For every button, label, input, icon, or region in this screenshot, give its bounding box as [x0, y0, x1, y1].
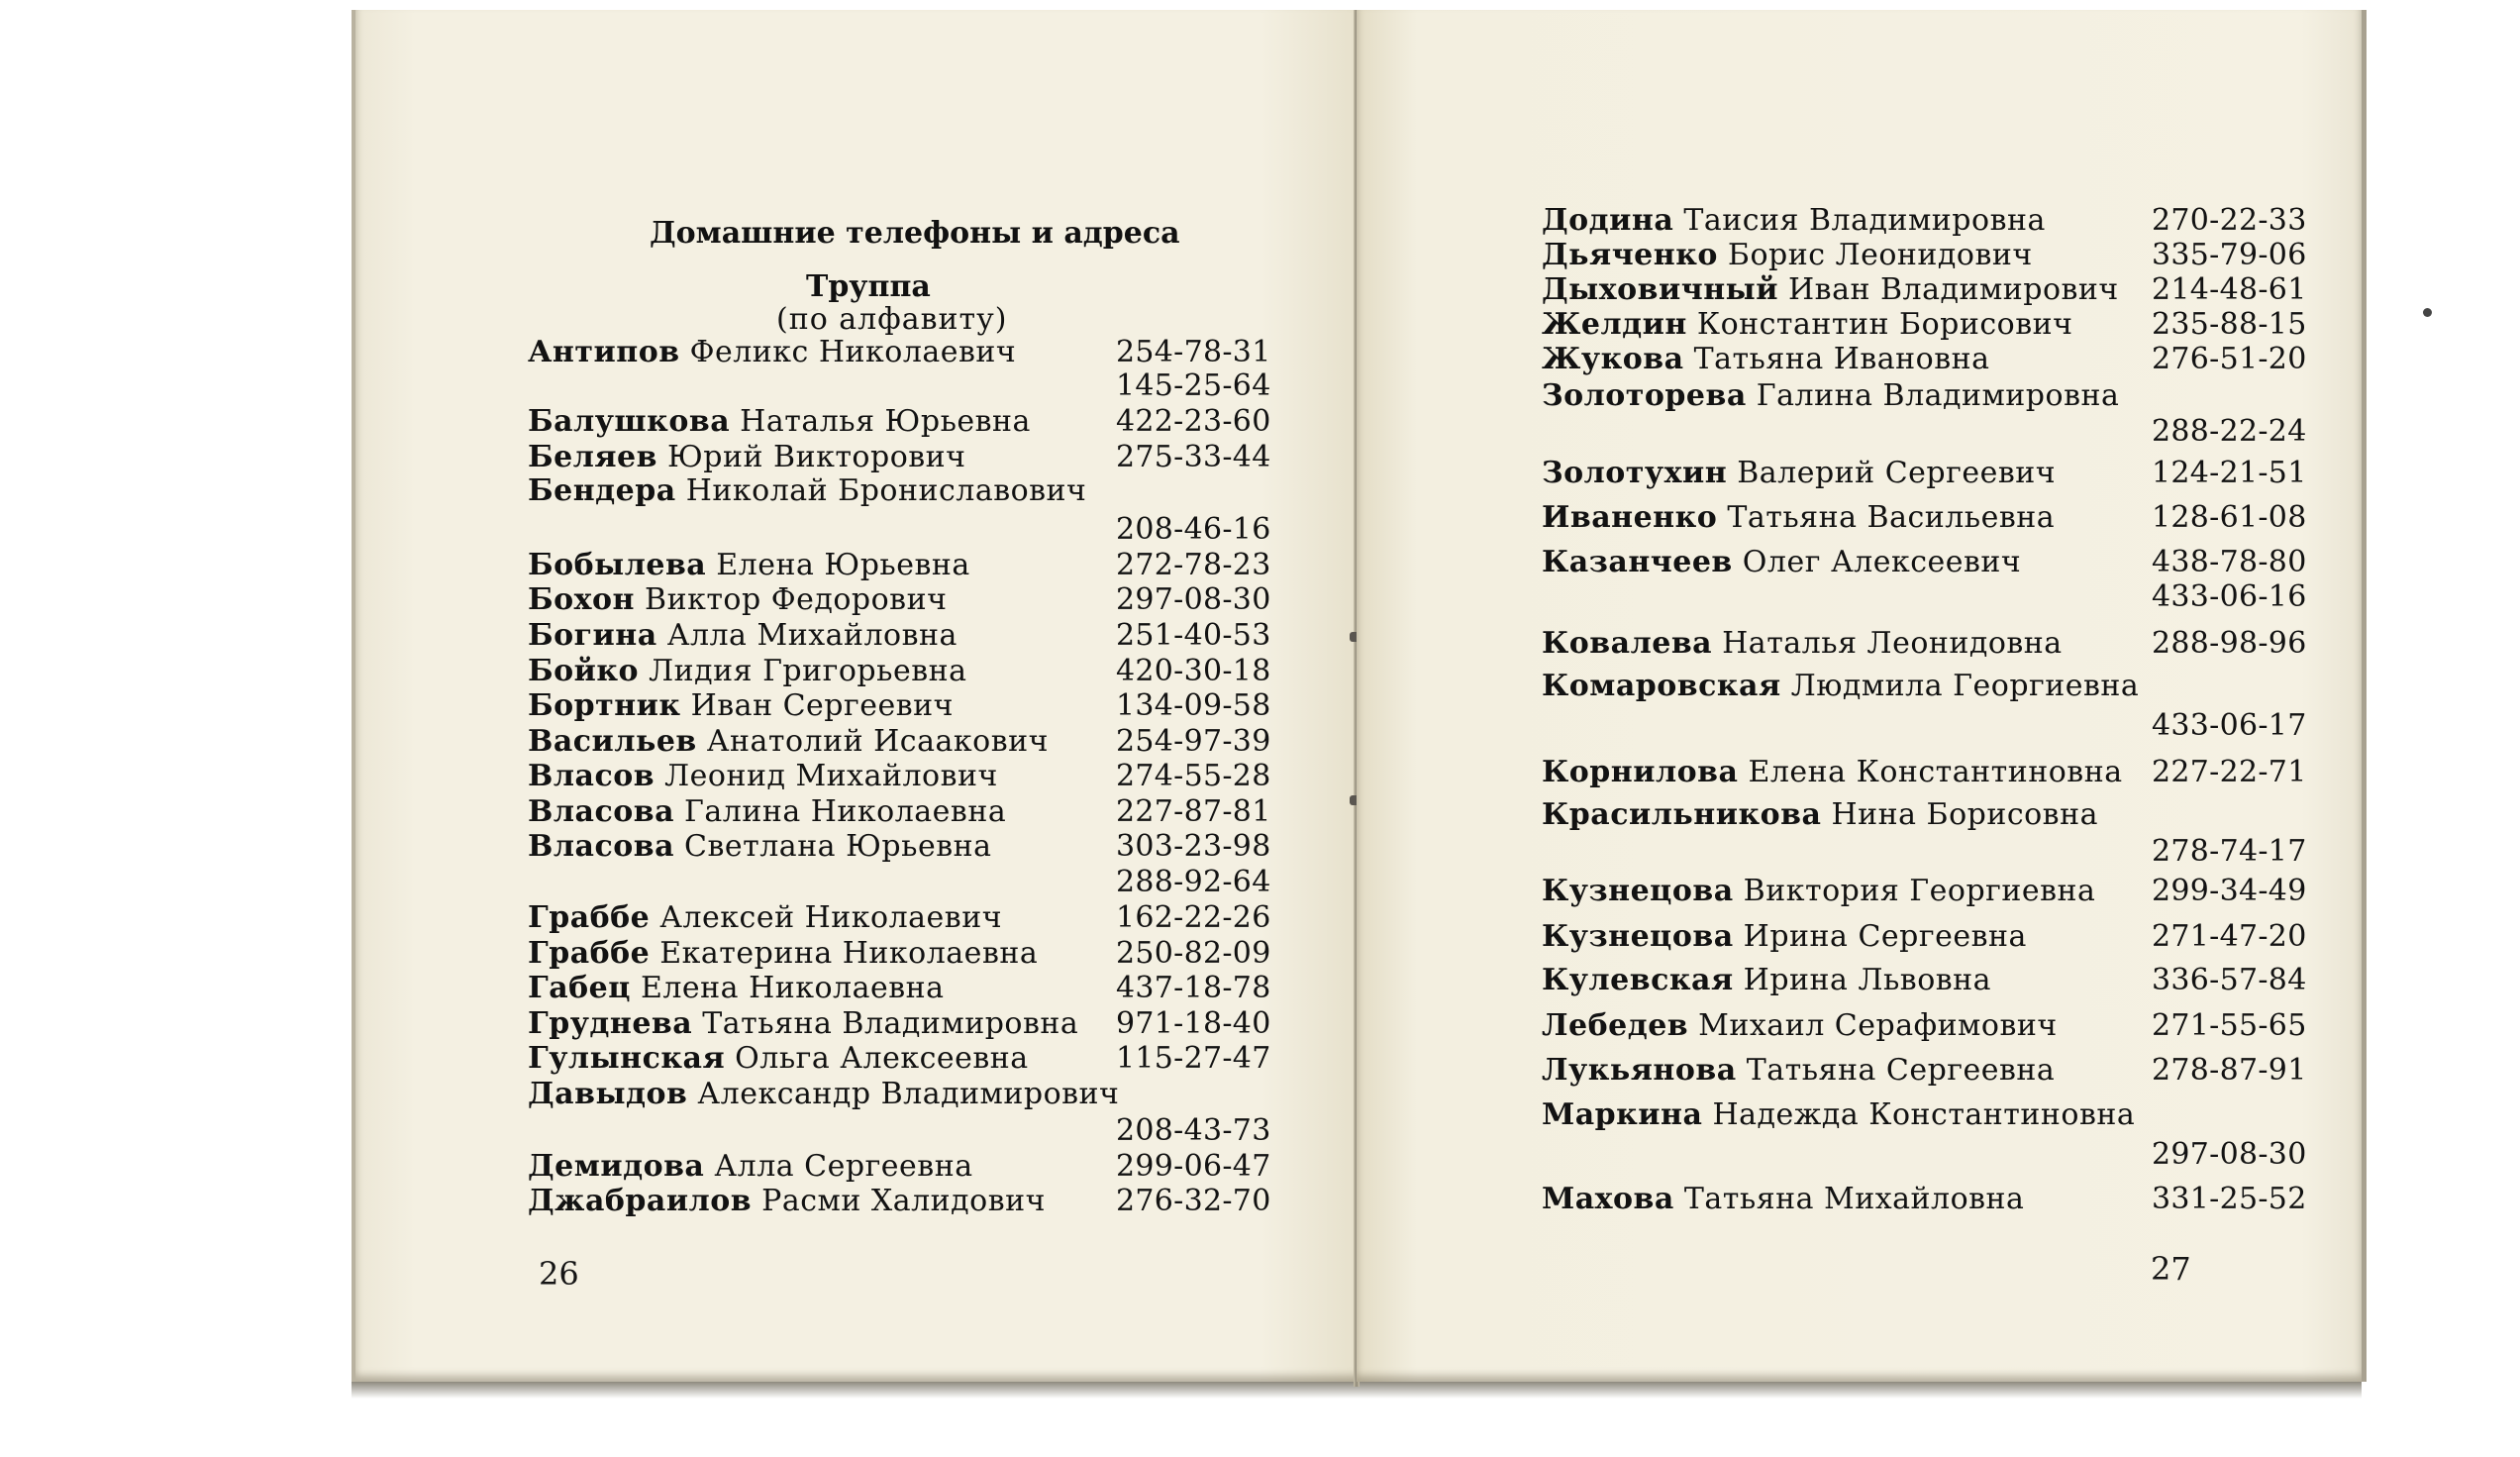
contact-given-names: Николай Брониславович [675, 473, 1087, 508]
contact-name [1542, 378, 2119, 413]
contact-phone: 227-22-71 [2152, 755, 2307, 789]
contact-name [1542, 919, 2027, 954]
contact-name [528, 936, 1038, 971]
contact-given-names: Михаил Серафимович [1688, 1008, 2058, 1043]
contact-given-names: Феликс Николаевич [679, 335, 1017, 369]
contact-phone: 276-51-20 [2152, 342, 2307, 376]
contact-given-names: Елена Юрьевна [706, 548, 970, 582]
contact-surname: Додина [1542, 203, 1674, 238]
contact-name [528, 1184, 1046, 1218]
contact-name [528, 724, 1049, 759]
contact-phone: 271-55-65 [2152, 1008, 2307, 1043]
contact-name [528, 759, 998, 793]
contact-phone: 288-98-96 [2152, 626, 2307, 661]
contact-phone: 251-40-53 [1116, 618, 1271, 653]
contact-given-names: Татьяна Ивановна [1683, 342, 1990, 376]
contact-surname: Бобылева [528, 548, 707, 582]
contact-given-names: Надежда Константиновна [1702, 1097, 2136, 1132]
contact-phone: 145-25-64 [1116, 368, 1271, 403]
contact-name [528, 582, 947, 617]
contact-surname: Гулынская [528, 1041, 726, 1076]
contact-surname: Корнилова [1542, 755, 1739, 789]
contact-surname: Власова [528, 794, 675, 829]
contact-phone: 433-06-16 [2152, 579, 2307, 614]
contact-name [1542, 1182, 2024, 1216]
contact-phone: 336-57-84 [2152, 963, 2307, 997]
contact-surname: Граббе [528, 900, 651, 935]
contact-surname: Желдин [1542, 307, 1687, 342]
contact-surname: Золоторева [1542, 378, 1747, 413]
contact-name [1542, 238, 2033, 272]
contact-given-names: Елена Константиновна [1738, 755, 2123, 789]
contact-name [528, 688, 954, 723]
contact-name [528, 654, 966, 688]
contact-surname: Комаровская [1542, 669, 1781, 703]
contact-surname: Антипов [528, 335, 680, 369]
contact-given-names: Анатолий Исаакович [696, 724, 1049, 759]
contact-name [1542, 456, 2056, 490]
contact-surname: Балушкова [528, 404, 731, 439]
contact-phone: 971-18-40 [1116, 1006, 1271, 1041]
contact-surname: Бохон [528, 582, 635, 617]
contact-given-names: Татьяна Васильевна [1717, 500, 2056, 535]
contact-phone: 297-08-30 [1116, 582, 1271, 617]
contact-given-names: Виктор Федорович [635, 582, 948, 617]
contact-phone: 278-87-91 [2152, 1053, 2307, 1088]
contact-name [1542, 1053, 2055, 1088]
contact-given-names: Татьяна Сергеевна [1736, 1053, 2056, 1088]
contact-phone: 422-23-60 [1116, 404, 1271, 439]
contact-name [1542, 1097, 2135, 1132]
contact-surname: Кулевская [1542, 963, 1734, 997]
contact-phone: 270-22-33 [2152, 203, 2307, 238]
contact-phone: 227-87-81 [1116, 794, 1271, 829]
contact-given-names: Александр Владимирович [687, 1077, 1120, 1111]
contact-phone: 162-22-26 [1116, 900, 1271, 935]
contact-given-names: Татьяна Михайловна [1673, 1182, 2025, 1216]
contact-given-names: Олег Алексеевич [1732, 545, 2022, 579]
contact-given-names: Борис Леонидович [1717, 238, 2033, 272]
contact-name [528, 1041, 1029, 1076]
contact-phone: 274-55-28 [1116, 759, 1271, 793]
contact-phone: 299-06-47 [1116, 1149, 1271, 1184]
contact-phone: 124-21-51 [2152, 456, 2307, 490]
contact-phone: 288-92-64 [1116, 865, 1271, 899]
contact-surname: Власов [528, 759, 655, 793]
contact-name [1542, 1008, 2058, 1043]
contact-name [1542, 545, 2021, 579]
contact-name [528, 618, 958, 653]
contact-name [528, 1149, 973, 1184]
contact-surname: Бойко [528, 654, 640, 688]
contact-given-names: Людмила Георгиевна [1780, 669, 2140, 703]
contact-surname: Джабраилов [528, 1184, 753, 1218]
contact-name [1542, 272, 2119, 307]
contact-surname: Лебедев [1542, 1008, 1689, 1043]
contact-phone: 134-09-58 [1116, 688, 1271, 723]
contact-surname: Габец [528, 971, 631, 1005]
contact-phone: 250-82-09 [1116, 936, 1271, 971]
contact-given-names: Лидия Григорьевна [639, 654, 967, 688]
contact-given-names: Валерий Сергеевич [1727, 456, 2057, 490]
contact-surname: Бендера [528, 473, 676, 508]
contact-name [1542, 874, 2095, 908]
contact-given-names: Алла Михайловна [656, 618, 958, 653]
contact-phone: 115-27-47 [1116, 1041, 1271, 1076]
contact-phone: 299-34-49 [2152, 874, 2307, 908]
page-number: 27 [2151, 1250, 2191, 1288]
contact-surname: Казанчеев [1542, 545, 1733, 579]
contact-given-names: Константин Борисович [1686, 307, 2073, 342]
contact-given-names: Расми Халидович [752, 1184, 1046, 1218]
contact-given-names: Ирина Львовна [1733, 963, 1992, 997]
contact-surname: Дьяченко [1542, 238, 1718, 272]
contact-surname: Жукова [1542, 342, 1684, 376]
contact-name [1542, 626, 2063, 661]
contact-surname: Дыховичный [1542, 272, 1778, 307]
contact-surname: Бортник [528, 688, 681, 723]
contact-surname: Ковалева [1542, 626, 1713, 661]
contact-surname: Груднева [528, 1006, 693, 1041]
paper-speck [2423, 308, 2432, 317]
contact-phone: 254-97-39 [1116, 724, 1271, 759]
contact-phone: 271-47-20 [2152, 919, 2307, 954]
contact-given-names: Иван Владимирович [1777, 272, 2119, 307]
right-page [1357, 10, 2367, 1382]
contact-name [528, 404, 1031, 439]
contact-phone: 272-78-23 [1116, 548, 1271, 582]
contact-given-names: Леонид Михайлович [655, 759, 998, 793]
open-booklet [352, 10, 2362, 1395]
contact-given-names: Алексей Николаевич [650, 900, 1003, 935]
contact-name [528, 548, 970, 582]
contact-surname: Золотухин [1542, 456, 1728, 490]
contact-given-names: Ирина Сергеевна [1733, 919, 2027, 954]
page-number: 26 [539, 1255, 579, 1293]
contact-name [528, 829, 991, 864]
contact-name [1542, 755, 2123, 789]
contact-phone: 437-18-78 [1116, 971, 1271, 1005]
contact-phone: 297-08-30 [2152, 1137, 2307, 1172]
contact-phone: 335-79-06 [2152, 238, 2307, 272]
contact-given-names: Наталья Леонидовна [1712, 626, 2063, 661]
contact-surname: Махова [1542, 1182, 1674, 1216]
contact-name [1542, 669, 2139, 703]
contact-surname: Демидова [528, 1149, 705, 1184]
section-title: Труппа [806, 269, 931, 304]
contact-given-names: Иван Сергеевич [680, 688, 954, 723]
contact-surname: Лукьянова [1542, 1053, 1737, 1088]
contact-given-names: Виктория Георгиевна [1733, 874, 2096, 908]
contact-phone: 128-61-08 [2152, 500, 2307, 535]
contact-name [528, 473, 1086, 508]
contact-phone: 276-32-70 [1116, 1184, 1271, 1218]
contact-surname: Васильев [528, 724, 697, 759]
contact-phone: 235-88-15 [2152, 307, 2307, 342]
section-note: (по алфавиту) [776, 302, 1008, 337]
contact-name [1542, 342, 1990, 376]
contact-phone: 438-78-80 [2152, 545, 2307, 579]
contact-surname: Маркина [1542, 1097, 1703, 1132]
contact-name [528, 1006, 1078, 1041]
left-page [352, 10, 1361, 1382]
contact-phone: 208-46-16 [1116, 512, 1271, 547]
contact-surname: Беляев [528, 440, 657, 474]
contact-given-names: Екатерина Николаевна [650, 936, 1039, 971]
contact-phone: 275-33-44 [1116, 440, 1271, 474]
contact-phone: 208-43-73 [1116, 1113, 1271, 1148]
contact-name [528, 900, 1002, 935]
contact-given-names: Алла Сергеевна [704, 1149, 973, 1184]
contact-phone: 433-06-17 [2152, 708, 2307, 743]
contact-surname: Богина [528, 618, 657, 653]
contact-surname: Кузнецова [1542, 874, 1734, 908]
contact-surname: Давыдов [528, 1077, 688, 1111]
contact-given-names: Юрий Викторович [656, 440, 966, 474]
contact-name [1542, 797, 2098, 832]
contact-name [528, 335, 1016, 369]
contact-phone: 214-48-61 [2152, 272, 2307, 307]
contact-given-names: Наталья Юрьевна [730, 404, 1031, 439]
contact-name [1542, 963, 1991, 997]
contact-name [1542, 500, 2055, 535]
contact-phone: 331-25-52 [2152, 1182, 2307, 1216]
contact-surname: Красильникова [1542, 797, 1822, 832]
contact-phone: 254-78-31 [1116, 335, 1271, 369]
contact-given-names: Галина Николаевна [674, 794, 1007, 829]
contact-given-names: Галина Владимировна [1746, 378, 2120, 413]
contact-phone: 278-74-17 [2152, 834, 2307, 869]
contact-surname: Иваненко [1542, 500, 1718, 535]
contact-surname: Власова [528, 829, 675, 864]
contact-name [528, 1077, 1119, 1111]
contact-phone: 420-30-18 [1116, 654, 1271, 688]
contact-surname: Кузнецова [1542, 919, 1734, 954]
contact-given-names: Таисия Владимировна [1673, 203, 2046, 238]
contact-given-names: Ольга Алексеевна [725, 1041, 1029, 1076]
contact-name [1542, 307, 2072, 342]
contact-phone: 288-22-24 [2152, 414, 2307, 449]
contact-name [1542, 203, 2046, 238]
contact-name [528, 971, 945, 1005]
contact-given-names: Нина Борисовна [1821, 797, 2098, 832]
contact-phone: 303-23-98 [1116, 829, 1271, 864]
contact-given-names: Елена Николаевна [630, 971, 945, 1005]
contact-name [528, 794, 1006, 829]
contact-given-names: Светлана Юрьевна [674, 829, 992, 864]
contact-given-names: Татьяна Владимировна [692, 1006, 1079, 1041]
contact-surname: Граббе [528, 936, 651, 971]
contact-name [528, 440, 965, 474]
page-heading: Домашние телефоны и адреса [650, 216, 1180, 251]
